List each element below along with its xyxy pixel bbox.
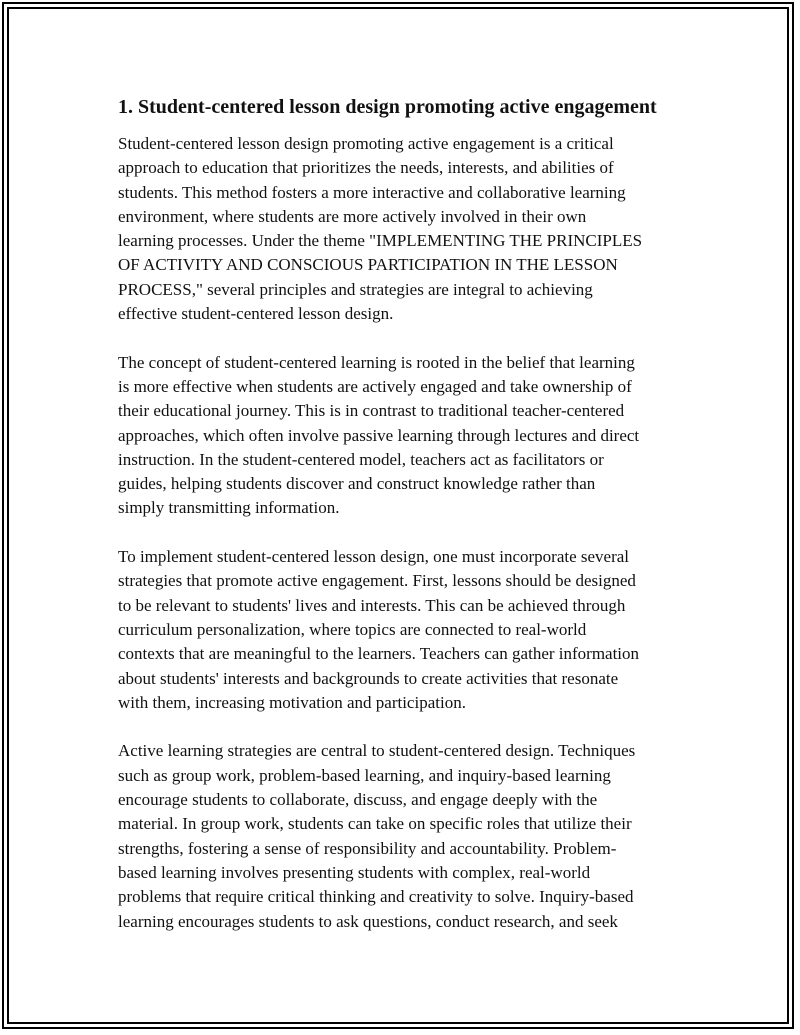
paragraph-4: Active learning strategies are central to student-centered design. Techniques such as group work, problem-based learning, and inquiry-based learning encourage students to collaborate, discuss, and engage deeply with the material. In group work, students can take on specific roles that utilize their strengths, fostering a sense of responsibility and accountability. Problem- based learning involves presenting students with complex, real-world problems that require critical thinking and creativity to solve. Inquiry-based learning encourages students to ask questions, conduct research, and seek (118, 741, 636, 931)
paragraph-1: Student-centered lesson design promoting active engagement is a critical approach to education that prioritizes the needs, interests, and abilities of students. This method fosters a more interactive and collaborative learning environment, where students are more actively involved in their own learning processes. Under the theme "IMPLEMENTING THE PRINCIPLES OF ACTIVITY AND CONSCIOUS PARTICIPATION IN THE LESSON PROCESS," several principles and strategies are integral to achieving effective student-centered lesson design. (118, 134, 643, 324)
section-title: 1. Student-centered lesson design promoting active engagement (118, 96, 657, 118)
paragraph-2: The concept of student-centered learning is rooted in the belief that learning is more effective when students are actively engaged and take ownership of their educational journey. This is in contrast to traditional teacher-centered approaches, which often involve passive learning through lectures and direct instruction. In the student-centered model, teachers act as facilitators or guides, helping students discover and construct knowledge rather than simply transmitting information. (118, 352, 640, 518)
document-body (118, 94, 698, 958)
paragraph-3: To implement student-centered lesson design, one must incorporate several strategies that promote active engagement. First, lessons should be designed to be relevant to students' lives and interests. This can be achieved through curriculum personalization, where topics are connected to real-world contexts that are meaningful to the learners. Teachers can gather information about students' interests and backgrounds to create activities that resonate with them, increasing motivation and participation. (118, 547, 640, 712)
